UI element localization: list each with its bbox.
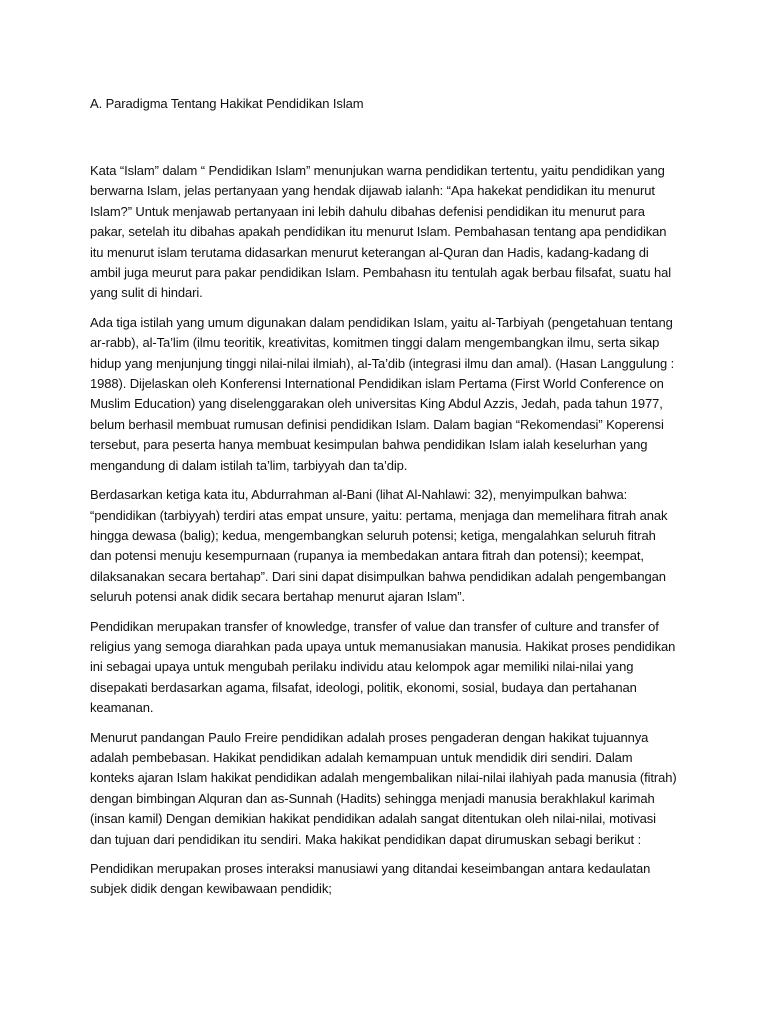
document-body <box>90 94 678 909</box>
paragraph-al-bani: Berdasarkan ketiga kata itu, Abdurrahman al-Bani (lihat Al-Nahlawi: 32), menyimpulkan bahwa: “pendidikan (tarbiyyah) terdiri atas empat unsure, yaitu: pertama, menjaga dan memelihara fitrah anak hingga dewasa (balig); kedua, mengembangkan seluruh potensi; ketiga, mengalahkan seluruh fitrah dan potensi menuju kesempurnaan (rupanya ia membedakan antara fitrah dan potensi); keempat, dilaksanakan secara bertahap”. Dari sini dapat disimpulkan bahwa pendidikan adalah pengembangan seluruh potensi anak didik secara bertahap menurut ajaran Islam”. <box>90 487 668 605</box>
paragraph-paulo-freire: Menurut pandangan Paulo Freire pendidikan adalah proses pengaderan dengan hakikat tujuannya adalah pembebasan. Hakikat pendidikan adalah kemampuan untuk mendidik diri sendiri. Dalam konteks ajaran Islam hakikat pendidikan adalah mengembalikan nilai-nilai ilahiyah pada manusia (fitrah) dengan bimbingan Alquran dan as-Sunnah (Hadits) sehingga menjadi manusia berakhlakul karimah (insan kamil) Dengan demikian hakikat pendidikan adalah sangat ditentukan oleh nilai-nilai, motivasi dan tujuan dari pendidikan itu sendiri. Maka hakikat pendidikan dapat dirumuskan sebagi berikut : <box>90 729 677 847</box>
paragraph-three-terms: Ada tiga istilah yang umum digunakan dalam pendidikan Islam, yaitu al-Tarbiyah (pengetahuan tentang ar-rabb), al-Ta’lim (ilmu teoritik, kreativitas, komitmen tinggi dalam mengembangkan ilmu, serta sikap hidup yang menjunjung tinggi nilai-nilai ilmiah), al-Ta’dib (integrasi ilmu dan amal). (Hasan Langgulung : 1988). Dijelaskan oleh Konferensi International Pendidikan islam Pertama (First World Conference on Muslim Education) yang diselenggarakan oleh universitas King Abdul Azzis, Jedah, pada tahun 1977, belum berhasil membuat rumusan definisi pendidikan Islam. Dalam bagian “Rekomendasi” Koperensi tersebut, para peserta hanya membuat kesimpulan bahwa pendidikan Islam ialah keselurhan yang mengandung di dalam istilah ta’lim, tarbiyyah dan ta’dip. <box>90 314 675 473</box>
section-heading: A. Paradigma Tentang Hakikat Pendidikan Islam <box>90 96 364 111</box>
paragraph-transfer-knowledge: Pendidikan merupakan transfer of knowledge, transfer of value dan transfer of culture and transfer of religius yang semoga diarahkan pada upaya untuk memanusiakan manusia. Hakikat proses pendidikan ini sebagai upaya untuk mengubah perilaku individu atau kelompok agar memiliki nilai-nilai yang disepakati berdasarkan agama, filsafat, ideologi, politik, ekonomi, sosial, budaya dan pertahanan keamanan. <box>90 618 676 716</box>
paragraph-interaction: Pendidikan merupakan proses interaksi manusiawi yang ditandai keseimbangan antara kedaulatan subjek didik dengan kewibawaan pendidik; <box>90 861 651 897</box>
paragraph-islam-definition: Kata “Islam” dalam “ Pendidikan Islam” menunjukan warna pendidikan tertentu, yaitu pendidikan yang berwarna Islam, jelas pertanyaan yang hendak dijawab ialanh: “Apa hakekat pendidikan itu menurut Islam?” Untuk menjawab pertanyaan ini lebih dahulu dibahas defenisi pendidikan itu menurut para pakar, setelah itu dibahas apakah pendidikan itu menurut Islam. Pembahasan tentang apa pendidikan itu menurut islam terutama didasarkan menurut keterangan al-Quran dan Hadis, kadang-kadang di ambil juga meurut para pakar pendidikan Islam. Pembahasn itu tentulah agak berbau filsafat, suatu hal yang sulit di hindari. <box>90 163 672 301</box>
